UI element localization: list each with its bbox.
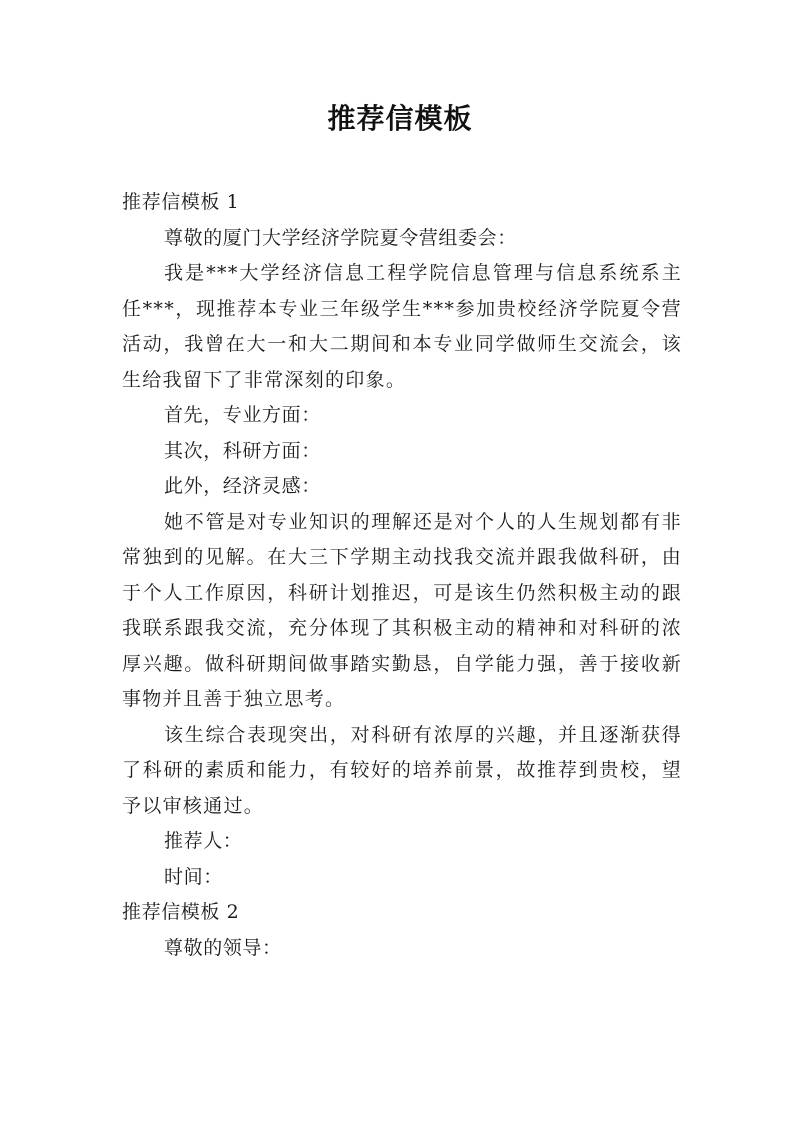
section-heading-1: 推荐信模板 1	[122, 191, 240, 213]
recommender-label: 推荐人：	[164, 830, 243, 852]
section-heading-2: 推荐信模板 2	[122, 901, 240, 923]
salutation-1: 尊敬的厦门大学经济学院夏令营组委会：	[164, 226, 517, 249]
item-research: 其次，科研方面：	[164, 439, 321, 462]
item-economic-insight: 此外，经济灵感：	[164, 475, 321, 497]
paragraph-intro: 我是***大学经济信息工程学院信息管理与信息系统系主任***，现推荐本专业三年级学生***参加贵校经济学院夏令营活动，我曾在大一和大二期间和本专业同学做师生交流会，该生给我留下了非常深刻的印象。	[122, 262, 682, 391]
paragraph-conclusion: 该生综合表现突出，对科研有浓厚的兴趣，并且逐渐获得了科研的素质和能力，有较好的培养前景，故推荐到贵校，望予以审核通过。	[122, 723, 682, 817]
document-body	[122, 185, 682, 966]
salutation-2: 尊敬的领导：	[164, 936, 282, 959]
document-title: 推荐信模板	[327, 102, 473, 135]
time-label: 时间：	[164, 865, 223, 888]
paragraph-evaluation: 她不管是对专业知识的理解还是对个人的人生规划都有非常独到的见解。在大三下学期主动找我交流并跟我做科研，由于个人工作原因，科研计划推迟，可是该生仍然积极主动的跟我联系跟我交流，充分体现了其积极主动的精神和对科研的浓厚兴趣。做科研期间做事踏实勤恳，自学能力强，善于接收新事物并且善于独立思考。	[122, 510, 682, 710]
item-professional: 首先，专业方面：	[164, 404, 321, 426]
